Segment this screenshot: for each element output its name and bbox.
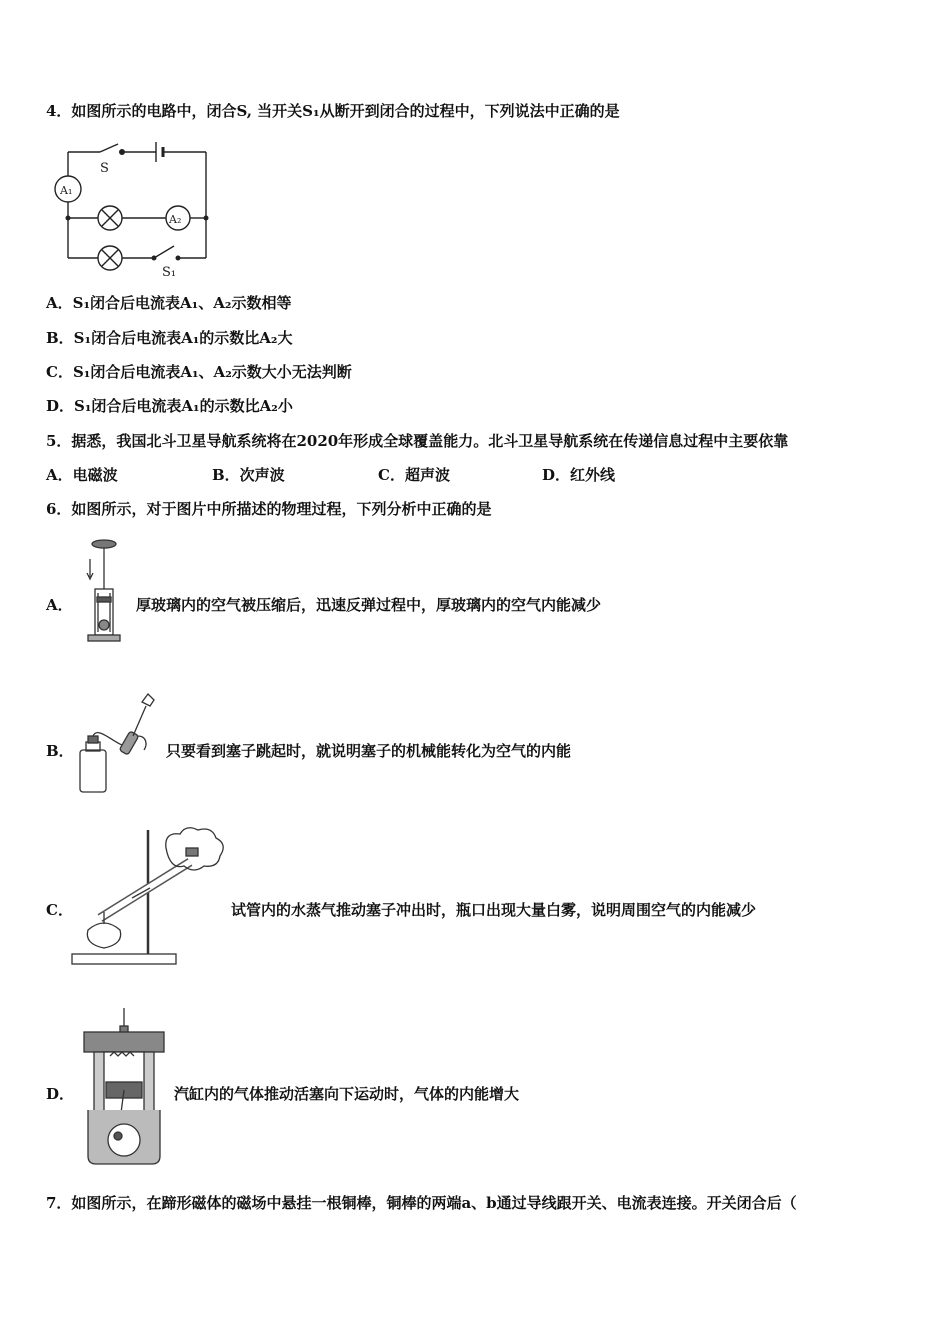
q6-option-a-letter: A．: [46, 596, 73, 614]
q4-option-c: C．S₁闭合后电流表A₁、A₂示数大小无法判断: [46, 363, 352, 381]
q5-option-d: D．红外线: [542, 466, 616, 484]
q5-stem: 5．据悉，我国北斗卫星导航系统将在2020年形成全球覆盖能力。北斗卫星导航系统在传递信息过程中主要依靠: [46, 432, 789, 450]
q4-circuit-diagram: [50, 138, 215, 280]
q5-option-b: B．次声波: [212, 466, 285, 484]
q6-option-c-text: 试管内的水蒸气推动塞子冲出时，瓶口出现大量白雾，说明周围空气的内能减少: [231, 901, 757, 919]
q6-option-d-figure: [80, 1006, 170, 1166]
q6-option-d-text: 汽缸内的气体推动活塞向下运动时，气体的内能增大: [174, 1085, 520, 1103]
q6-option-c-letter: C．: [46, 901, 73, 919]
label-s: S: [100, 161, 109, 176]
q4-option-b: B．S₁闭合后电流表A₁的示数比A₂大: [46, 329, 293, 347]
q6-option-a-text: 厚玻璃内的空气被压缩后，迅速反弹过程中，厚玻璃内的空气内能减少: [136, 596, 602, 614]
q7-stem: 7．如图所示，在蹄形磁体的磁场中悬挂一根铜棒，铜棒的两端a、b通过导线跟开关、电流表连接。开关闭合后（: [46, 1194, 797, 1212]
q5-option-c: C．超声波: [378, 466, 450, 484]
label-s1: S₁: [162, 265, 177, 280]
q6-stem: 6．如图所示，对于图片中所描述的物理过程，下列分析中正确的是: [46, 500, 492, 518]
q4-option-d: D．S₁闭合后电流表A₁的示数比A₂小: [46, 397, 293, 415]
switch-s-blade: [100, 144, 118, 152]
switch-s1-blade: [154, 246, 174, 258]
q4-option-a: A．S₁闭合后电流表A₁、A₂示数相等: [46, 294, 292, 312]
q6-option-b-letter: B．: [46, 742, 74, 760]
label-a2: A₂: [169, 213, 182, 226]
q5-option-a: A．电磁波: [46, 466, 118, 484]
q6-option-a-figure: [84, 537, 134, 649]
q6-option-c-figure: [70, 826, 230, 968]
q4-stem: 4．如图所示的电路中，闭合S, 当开关S₁从断开到闭合的过程中，下列说法中正确的是: [46, 102, 620, 120]
q6-option-d-letter: D．: [46, 1085, 75, 1103]
label-a1: A₁: [60, 184, 73, 197]
q6-option-b-figure: [78, 688, 168, 798]
q6-option-b-text: 只要看到塞子跳起时，就说明塞子的机械能转化为空气的内能: [166, 742, 572, 760]
